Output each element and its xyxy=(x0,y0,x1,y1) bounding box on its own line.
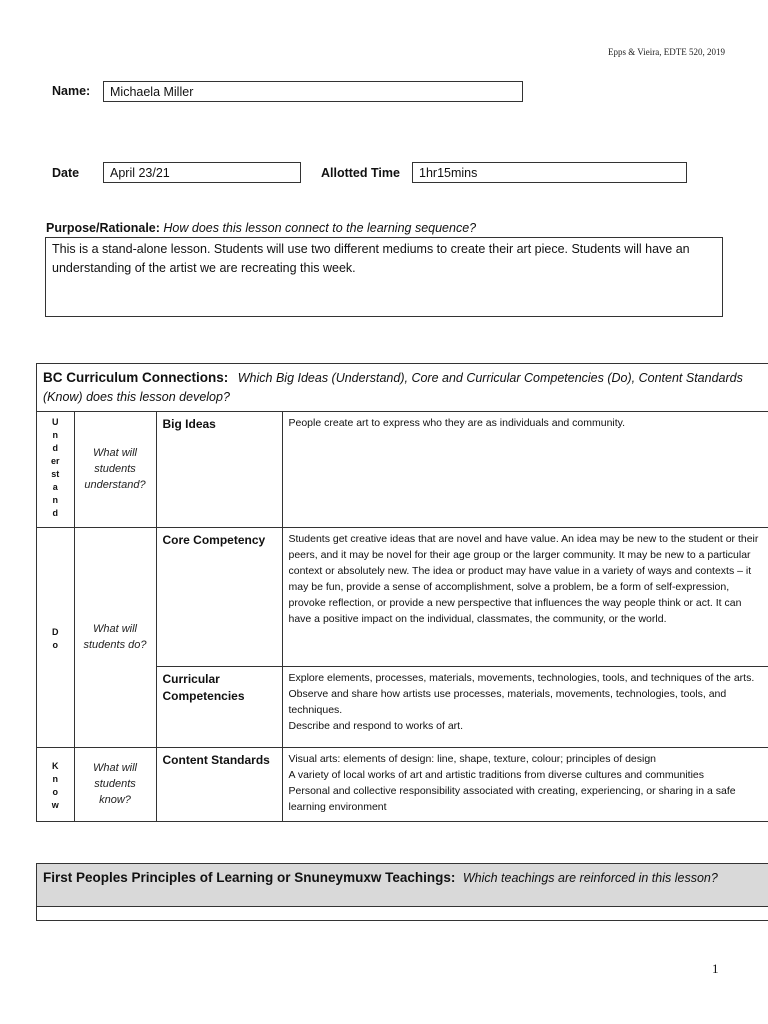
first-peoples-header xyxy=(37,864,768,907)
first-peoples-section xyxy=(36,863,768,921)
date-field[interactable]: April 23/21 xyxy=(103,162,301,183)
header-credit: Epps & Vieira, EDTE 520, 2019 xyxy=(607,47,725,57)
date-label: Date xyxy=(52,166,80,180)
do-letters: D o xyxy=(37,527,74,747)
core-competency-text[interactable]: Students get creative ideas that are novel and have value. An idea may be new to the student or their peers, and it may be novel for their age group or the larger community. It may be new to a particular context or absolutely new. The idea or product may have value in a variety of ways and contexts – it may be fun, provide a sense of accomplishment, solve a problem, be a form of self-expression, provoke reflection, or provide a new perspective that influences the way people think or act. It can have a positive impact on the individual, classmates, the community, or the world. xyxy=(282,527,768,666)
table-row-know xyxy=(37,747,768,821)
know-question: What will students know? xyxy=(74,747,156,821)
allotted-time-label: Allotted Time xyxy=(321,166,400,180)
bc-curriculum-title: BC Curriculum Connections: xyxy=(43,370,229,385)
name-label: Name: xyxy=(52,84,91,98)
purpose-title: Purpose/Rationale: xyxy=(46,221,160,235)
first-peoples-question: Which teachings are reinforced in this lesson? xyxy=(462,871,718,885)
curricular-competencies-label: Curricular Competencies xyxy=(156,666,282,747)
bc-curriculum-section xyxy=(36,363,768,822)
content-standards-text[interactable]: Visual arts: elements of design: line, shape, texture, colour; principles of design A variety of local works of art and artistic traditions from diverse cultures and communities Personal and collective responsibility associated with creating, experiencing, or sharing in a safe learning environment xyxy=(282,747,768,821)
content-standards-label: Content Standards xyxy=(156,747,282,821)
allotted-time-field[interactable]: 1hr15mins xyxy=(412,162,687,183)
table-row-core-competency xyxy=(37,527,768,666)
purpose-text-box[interactable]: This is a stand-alone lesson. Students will use two different mediums to create their art piece. Students will have an understanding of the artist we are recreating this week. xyxy=(45,237,723,317)
first-peoples-title: First Peoples Principles of Learning or Snuneymuxw Teachings: xyxy=(43,870,456,885)
do-question: What will students do? xyxy=(74,527,156,747)
table-row-understand xyxy=(37,412,768,527)
purpose-question: How does this lesson connect to the learning sequence? xyxy=(163,221,477,235)
name-field[interactable]: Michaela Miller xyxy=(103,81,523,102)
page-number: 1 xyxy=(712,961,719,976)
purpose-label xyxy=(46,221,476,235)
know-letters: K n o w xyxy=(37,747,74,821)
big-ideas-label: Big Ideas xyxy=(156,412,282,527)
bc-curriculum-header xyxy=(37,364,768,412)
curriculum-table xyxy=(37,412,768,821)
understand-letters: U n d er st a n d xyxy=(37,412,74,527)
bc-curriculum-question: Which Big Ideas (Understand), Core and Curricular Competencies (Do), Content Standards (Know) does this lesson develop? xyxy=(43,371,743,404)
understand-question: What will students understand? xyxy=(74,412,156,527)
curricular-competencies-text[interactable]: Explore elements, processes, materials, movements, technologies, tools, and techniques of the arts. Observe and share how artists use processes, materials, movements, technologies, tools, and techniques. Describe and respond to works of art. xyxy=(282,666,768,747)
core-competency-label: Core Competency xyxy=(156,527,282,666)
big-ideas-text[interactable]: People create art to express who they are as individuals and community. xyxy=(282,412,768,527)
